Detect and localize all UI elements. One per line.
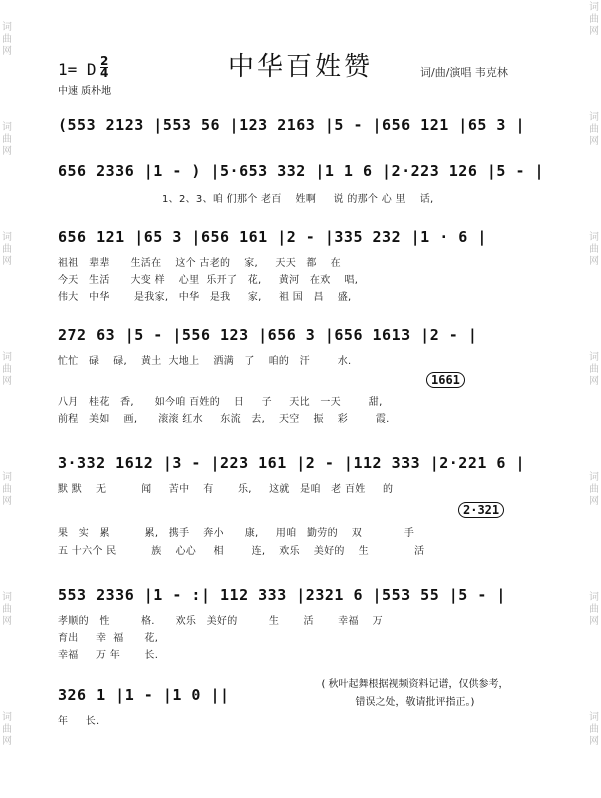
watermark-char: 词 xyxy=(589,2,599,13)
lyric-line: 八月 桂花 香, 如今咱 百姓的 日 子 天比 一天 甜, xyxy=(58,397,383,408)
watermark-char: 词 xyxy=(589,352,599,363)
lyric-line: 忙忙 碌 碌, 黄土 大地上 洒满 了 咱的 汗 水. xyxy=(58,356,352,367)
watermark-char: 曲 xyxy=(589,604,599,615)
time-signature-bottom: 4 xyxy=(100,66,109,80)
watermark-char: 曲 xyxy=(589,364,599,375)
lyric-line: 果 实 累 累, 携手 奔小 康, 用咱 勤劳的 双 手 xyxy=(58,528,415,539)
watermark-char: 词 xyxy=(2,352,12,363)
lyric-line: 孝顺的 性 格. 欢乐 美好的 生 活 幸福 万 xyxy=(58,616,383,627)
watermark-char: 曲 xyxy=(589,14,599,25)
watermark-char: 网 xyxy=(2,616,12,627)
watermark-char: 曲 xyxy=(589,124,599,135)
song-title: 中华百姓赞 xyxy=(227,52,373,82)
notation-line: 656 2336 |1 - ) |5·653 332 |1 1 6 |2·223 126 |5 - | xyxy=(58,162,545,180)
watermark-char: 词 xyxy=(2,22,12,33)
lyric-line: 伟大 中华 是我家, 中华 是我 家, 祖 国 昌 盛, xyxy=(58,292,352,303)
time-signature xyxy=(100,56,108,79)
watermark-char: 词 xyxy=(589,472,599,483)
lyric-line: 1、2、3、咱 们那个 老百 姓啊 说 的那个 心 里 话, xyxy=(162,194,434,205)
watermark-char: 词 xyxy=(2,472,12,483)
watermark-char: 词 xyxy=(589,592,599,603)
watermark-char: 曲 xyxy=(589,244,599,255)
watermark-char: 曲 xyxy=(589,724,599,735)
notation-line: 656 121 |65 3 |656 161 |2 - |335 232 |1 · 6 | xyxy=(58,228,487,246)
watermark-char: 网 xyxy=(589,496,599,507)
watermark-char: 词 xyxy=(2,232,12,243)
notation-line: 553 2336 |1 - :| 112 333 |2321 6 |553 55 |5 - | xyxy=(58,586,506,604)
watermark-char: 曲 xyxy=(2,724,12,735)
watermark-char: 曲 xyxy=(589,484,599,495)
lyric-line: 祖祖 辈辈 生活在 这个 古老的 家, 天天 都 在 xyxy=(58,258,341,269)
watermark-char: 曲 xyxy=(2,604,12,615)
watermark-char: 词 xyxy=(2,122,12,133)
watermark-char: 网 xyxy=(2,46,12,57)
notation-line: 326 1 |1 - |1 0 || xyxy=(58,686,230,704)
watermark-char: 曲 xyxy=(2,134,12,145)
notation-line: 3·332 1612 |3 - |223 161 |2 - |112 333 |2·221 6 | xyxy=(58,454,526,472)
watermark-char: 曲 xyxy=(2,34,12,45)
watermark-char: 词 xyxy=(2,592,12,603)
footnote-line: ( 秋叶起舞根据视频资料记谱，仅供参考， xyxy=(321,679,509,690)
lyric-line: 前程 美如 画, 滚滚 红水 东流 去, 天空 振 彩 霞. xyxy=(58,414,390,425)
key-signature: 1= D xyxy=(58,60,97,79)
watermark-char: 网 xyxy=(589,616,599,627)
watermark-char: 网 xyxy=(589,26,599,37)
footnote-line: 错误之处，敬请批评指正。) xyxy=(355,697,475,708)
watermark-left xyxy=(0,0,14,798)
watermark-char: 曲 xyxy=(2,244,12,255)
watermark-char: 网 xyxy=(589,376,599,387)
time-signature-top: 2 xyxy=(100,54,109,68)
grace-note-group: 2·321 xyxy=(458,502,504,518)
watermark-char: 网 xyxy=(2,496,12,507)
watermark-char: 网 xyxy=(589,256,599,267)
watermark-char: 网 xyxy=(2,376,12,387)
lyric-line: 今天 生活 大变 样 心里 乐开了 花, 黄河 在欢 唱, xyxy=(58,275,359,286)
notation-line: (553 2123 |553 56 |123 2163 |5 - |656 121 |65 3 | xyxy=(58,116,526,134)
watermark-char: 网 xyxy=(2,146,12,157)
lyric-line: 年 长. xyxy=(58,716,100,727)
watermark-right xyxy=(587,0,601,798)
watermark-char: 网 xyxy=(2,736,12,747)
notation-line: 272 63 |5 - |556 123 |656 3 |656 1613 |2 - | xyxy=(58,326,478,344)
watermark-char: 词 xyxy=(2,712,12,723)
lyric-line: 育出 幸 福 花, xyxy=(58,633,159,644)
watermark-char: 曲 xyxy=(2,484,12,495)
lyric-line: 默 默 无 闻 苦中 有 乐, 这就 是咱 老 百姓 的 xyxy=(58,484,394,495)
watermark-char: 网 xyxy=(2,256,12,267)
lyric-line: 幸福 万 年 长. xyxy=(58,650,159,661)
watermark-char: 词 xyxy=(589,232,599,243)
watermark-char: 词 xyxy=(589,112,599,123)
watermark-char: 网 xyxy=(589,136,599,147)
watermark-char: 词 xyxy=(589,712,599,723)
watermark-char: 网 xyxy=(589,736,599,747)
tempo-marking: 中速 质朴地 xyxy=(58,86,112,97)
credits: 词/曲/演唱 韦克林 xyxy=(420,66,508,79)
grace-note-group: 1661 xyxy=(426,372,465,388)
watermark-char: 曲 xyxy=(2,364,12,375)
lyric-line: 五 十六个 民 族 心心 相 连, 欢乐 美好的 生 活 xyxy=(58,546,425,557)
footnote xyxy=(290,676,540,712)
